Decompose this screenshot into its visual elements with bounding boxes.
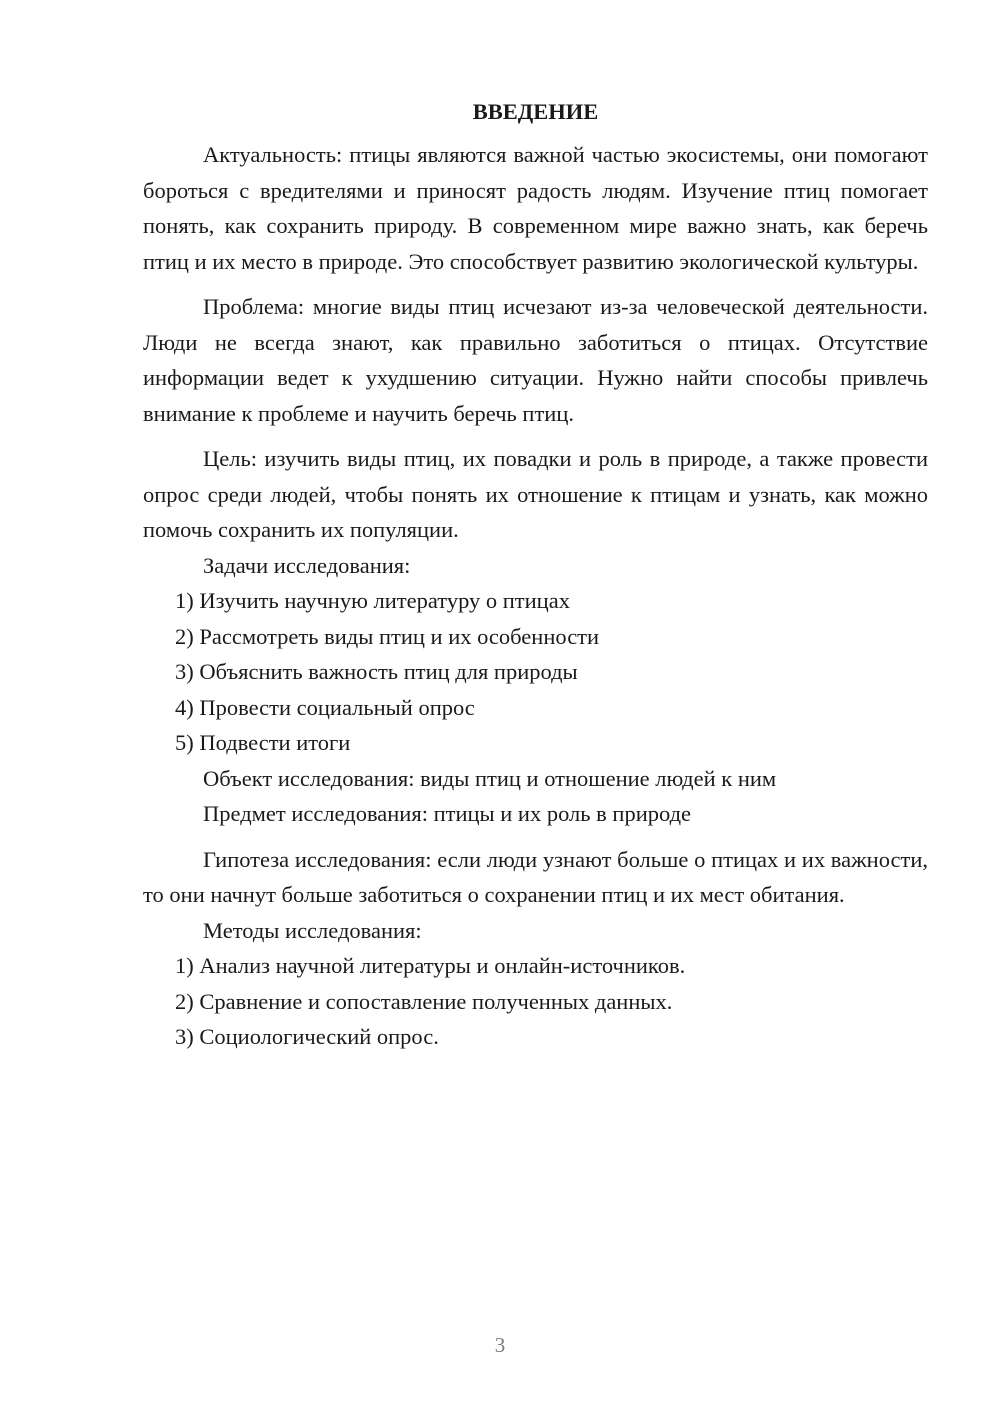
research-subject: Предмет исследования: птицы и их роль в природе [203, 801, 692, 826]
list-item: 3) Социологический опрос. [175, 1024, 439, 1049]
page-content [143, 94, 928, 1055]
tasks-heading: Задачи исследования: [203, 552, 411, 578]
list-item: 2) Рассмотреть виды птиц и их особенности [175, 623, 600, 649]
list-item: 2) Сравнение и сопоставление полученных данных. [175, 988, 673, 1014]
tasks-list [143, 583, 928, 761]
list-item: 5) Подвести итоги [175, 730, 351, 755]
list-item: 1) Анализ научной литературы и онлайн-источников. [175, 953, 686, 978]
list-item: 1) Изучить научную литературу о птицах [175, 588, 570, 613]
list-item: 3) Объяснить важность птиц для природы [175, 659, 578, 684]
research-object: Объект исследования: виды птиц и отношение людей к ним [203, 765, 777, 791]
problem-paragraph: Проблема: многие виды птиц исчезают из-за человеческой деятельности. Люди не всегда знают, как правильно заботиться о птицах. Отсутствие информации ведет к ухудшению ситуации. Нужно найти способы привлечь внимание к проблеме и научить беречь птиц. [143, 294, 928, 426]
page-title: ВВЕДЕНИЕ [472, 99, 599, 124]
list-item: 4) Провести социальный опрос [175, 694, 475, 720]
methods-list [143, 948, 928, 1055]
page-number: 3 [494, 1333, 506, 1357]
goal-paragraph: Цель: изучить виды птиц, их повадки и роль в природе, а также провести опрос среди людей, чтобы понять их отношение к птицам и узнать, как можно помочь сохранить их популяции. [143, 446, 928, 542]
hypothesis-paragraph: Гипотеза исследования: если люди узнают больше о птицах и их важности, то они начнут больше заботиться о сохранении птиц и их мест обитания. [143, 846, 928, 907]
methods-heading: Методы исследования: [203, 917, 422, 943]
relevance-paragraph: Актуальность: птицы являются важной частью экосистемы, они помогают бороться с вредителями и приносят радость людям. Изучение птиц помогает понять, как сохранить природу. В современном мире важно знать, как беречь птиц и их место в природе. Это способствует развитию экологической культуры. [143, 142, 928, 274]
